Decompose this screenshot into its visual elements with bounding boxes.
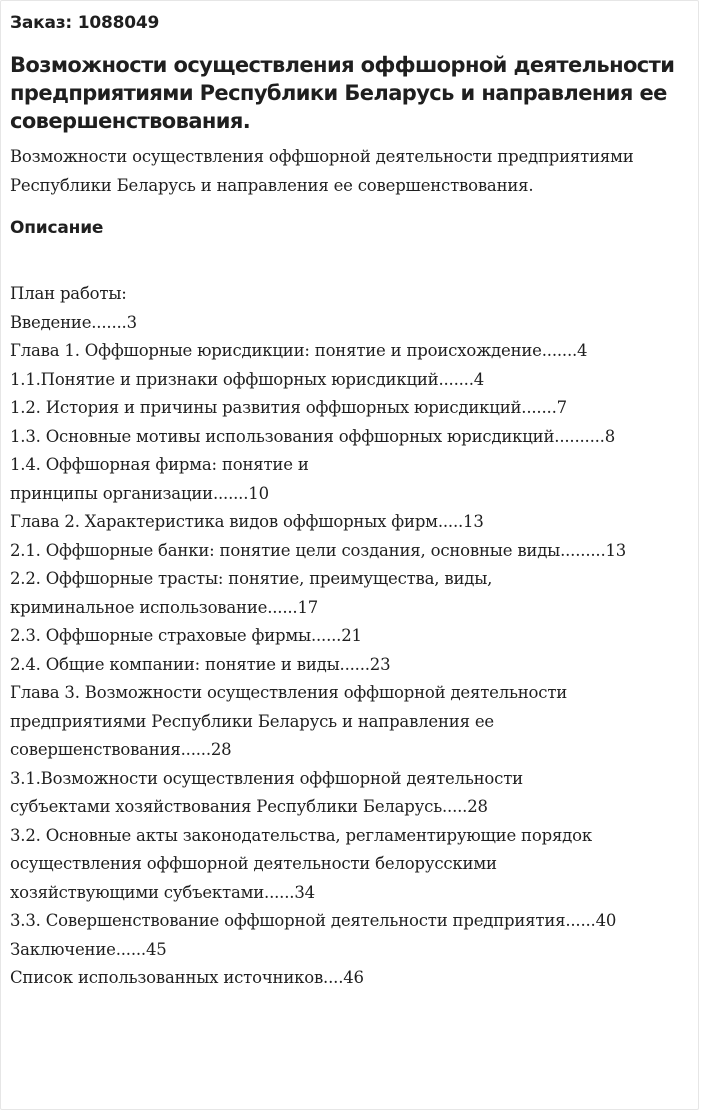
plan-heading: План работы: (10, 284, 127, 303)
description-heading: Описание (10, 218, 104, 238)
plan-line: Глава 3. Возможности осуществления оффшорной деятельности (10, 683, 568, 702)
plan-line: 1.4. Оффшорная фирма: понятие и (10, 455, 309, 474)
order-number: Заказ: 1088049 (10, 13, 160, 33)
plan-line: Заключение......45 (10, 939, 167, 959)
plan-line: 1.3. Основные мотивы использования оффшорных юрисдикций..........8 (10, 426, 616, 446)
plan-line: 2.3. Оффшорные страховые фирмы......21 (10, 626, 362, 645)
plan-line: Глава 1. Оффшорные юрисдикции: понятие и происхождение.......4 (10, 341, 588, 360)
plan-line: криминальное использование......17 (10, 597, 319, 617)
plan-line: 2.4. Общие компании: понятие и виды......23 (10, 654, 391, 674)
plan-line: субъектами хозяйствования Республики Беларусь.....28 (10, 797, 488, 816)
plan-line: 1.1.Понятие и признаки оффшорных юрисдикций.......4 (10, 369, 485, 389)
plan-line: Список использованных источников....46 (10, 968, 364, 987)
plan-line: 2.1. Оффшорные банки: понятие цели создания, основные виды.........13 (10, 540, 627, 560)
plan-line: совершенствования......28 (10, 740, 232, 759)
plan-line: принципы организации.......10 (10, 483, 269, 503)
page-title: Возможности осуществления оффшорной деятельности предприятиями Республики Беларусь и направления ее совершенствования. (10, 53, 675, 133)
plan-line: 3.1.Возможности осуществления оффшорной деятельности (10, 768, 523, 788)
plan-line: предприятиями Республики Беларусь и направления ее (10, 711, 494, 731)
work-plan (10, 280, 689, 993)
plan-line: 3.2. Основные акты законодательства, регламентирующие порядок (10, 825, 592, 845)
plan-line: осуществления оффшорной деятельности белорусскими (10, 854, 497, 873)
lead-text: Возможности осуществления оффшорной деятельности предприятиями Республики Беларусь и направления ее совершенствования. (10, 147, 634, 195)
plan-line: Глава 2. Характеристика видов оффшорных фирм.....13 (10, 512, 484, 531)
plan-line: хозяйствующими субъектами......34 (10, 882, 315, 902)
plan-line: 2.2. Оффшорные трасты: понятие, преимущества, виды, (10, 569, 493, 588)
plan-line: 1.2. История и причины развития оффшорных юрисдикций.......7 (10, 398, 567, 417)
plan-line: 3.3. Совершенствование оффшорной деятельности предприятия......40 (10, 911, 617, 930)
plan-line: Введение.......3 (10, 312, 137, 332)
